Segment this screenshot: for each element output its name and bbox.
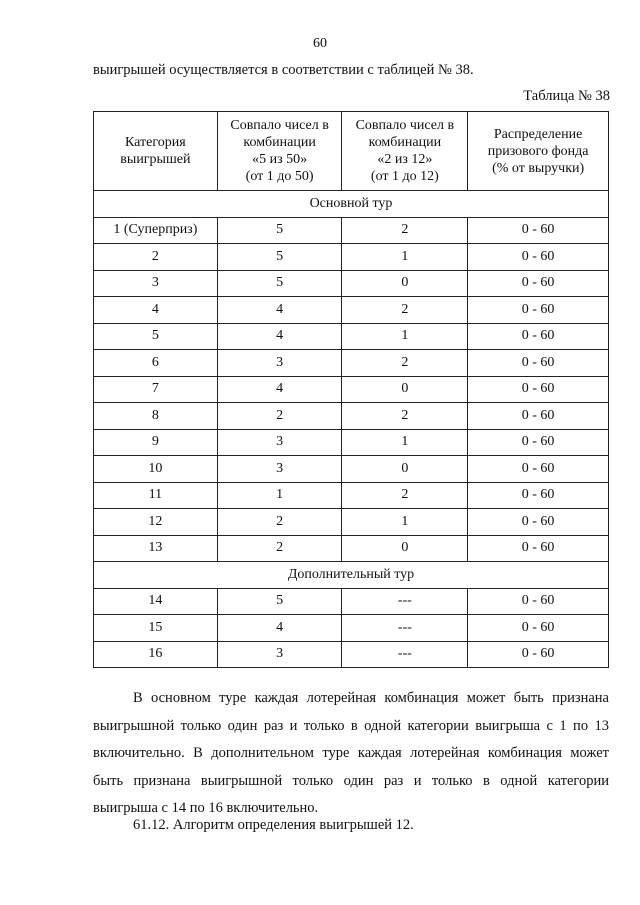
header-matched-2-line: «2 из 12» xyxy=(377,152,433,167)
section-row-extra xyxy=(94,562,609,589)
cell-category: 9 xyxy=(94,429,218,456)
header-category xyxy=(94,112,218,191)
table-row xyxy=(94,641,609,668)
cell-prize-share: 0 - 60 xyxy=(468,403,609,430)
cell-matched-2: --- xyxy=(342,588,468,615)
cell-matched-5: 3 xyxy=(217,456,342,483)
cell-category: 12 xyxy=(94,509,218,536)
cell-matched-2: 2 xyxy=(342,403,468,430)
cell-matched-5: 5 xyxy=(217,588,342,615)
cell-matched-5: 2 xyxy=(217,509,342,536)
cell-category: 10 xyxy=(94,456,218,483)
header-matched-5-line: «5 из 50» xyxy=(252,152,308,167)
cell-prize-share: 0 - 60 xyxy=(468,297,609,324)
header-category-line: Категория xyxy=(125,135,186,150)
cell-prize-share: 0 - 60 xyxy=(468,588,609,615)
table-row xyxy=(94,244,609,271)
cell-matched-2: 2 xyxy=(342,217,468,244)
cell-matched-5: 4 xyxy=(217,297,342,324)
header-category-line: выигрышей xyxy=(120,152,191,167)
cell-matched-2: 0 xyxy=(342,376,468,403)
header-matched-5-line: Совпало чисел в xyxy=(230,118,329,133)
cell-matched-2: 0 xyxy=(342,270,468,297)
section-label-main: Основной тур xyxy=(94,191,609,218)
table-caption: Таблица № 38 xyxy=(523,88,610,104)
table-row xyxy=(94,535,609,562)
table-row xyxy=(94,376,609,403)
cell-matched-2: 2 xyxy=(342,297,468,324)
cell-matched-5: 3 xyxy=(217,641,342,668)
table-row xyxy=(94,615,609,642)
cell-prize-share: 0 - 60 xyxy=(468,509,609,536)
header-matched-5-line: (от 1 до 50) xyxy=(245,169,314,184)
table-row xyxy=(94,456,609,483)
table-row xyxy=(94,297,609,324)
cell-matched-5: 4 xyxy=(217,615,342,642)
header-matched-2-line: Совпало чисел в xyxy=(355,118,455,133)
cell-prize-share: 0 - 60 xyxy=(468,323,609,350)
section-label-extra: Дополнительный тур xyxy=(94,562,609,589)
cell-matched-5: 5 xyxy=(217,270,342,297)
cell-matched-2: 1 xyxy=(342,429,468,456)
cell-category: 8 xyxy=(94,403,218,430)
cell-prize-share: 0 - 60 xyxy=(468,376,609,403)
cell-category: 16 xyxy=(94,641,218,668)
cell-prize-share: 0 - 60 xyxy=(468,615,609,642)
cell-category: 2 xyxy=(94,244,218,271)
cell-category: 7 xyxy=(94,376,218,403)
header-matched-2-of-12 xyxy=(342,112,468,191)
cell-matched-2: 1 xyxy=(342,323,468,350)
header-prize-fund xyxy=(468,112,609,191)
cell-prize-share: 0 - 60 xyxy=(468,244,609,271)
cell-matched-2: --- xyxy=(342,641,468,668)
header-matched-2-line: (от 1 до 12) xyxy=(370,169,439,184)
cell-matched-2: 0 xyxy=(342,535,468,562)
header-matched-5-of-50 xyxy=(217,112,342,191)
table-row xyxy=(94,403,609,430)
cell-matched-2: --- xyxy=(342,615,468,642)
cell-prize-share: 0 - 60 xyxy=(468,270,609,297)
table-row xyxy=(94,323,609,350)
cell-matched-2: 1 xyxy=(342,244,468,271)
cell-prize-share: 0 - 60 xyxy=(468,535,609,562)
algorithm-heading: 61.12. Алгоритм определения выигрышей 12. xyxy=(133,817,414,833)
table-body xyxy=(94,191,609,668)
table-row xyxy=(94,217,609,244)
prize-distribution-table xyxy=(93,111,609,668)
cell-matched-2: 1 xyxy=(342,509,468,536)
cell-category: 1 (Суперприз) xyxy=(94,217,218,244)
intro-text: выигрышей осуществляется в соответствии с таблицей № 38. xyxy=(93,62,474,78)
cell-category: 6 xyxy=(94,350,218,377)
cell-matched-5: 5 xyxy=(217,244,342,271)
page-number: 60 xyxy=(313,36,327,51)
cell-category: 15 xyxy=(94,615,218,642)
cell-matched-5: 4 xyxy=(217,323,342,350)
cell-prize-share: 0 - 60 xyxy=(468,456,609,483)
cell-matched-5: 2 xyxy=(217,535,342,562)
cell-prize-share: 0 - 60 xyxy=(468,429,609,456)
cell-prize-share: 0 - 60 xyxy=(468,350,609,377)
cell-category: 13 xyxy=(94,535,218,562)
header-prize-fund-line: (% от выручки) xyxy=(492,160,585,176)
cell-matched-2: 2 xyxy=(342,482,468,509)
cell-matched-5: 3 xyxy=(217,429,342,456)
table-row xyxy=(94,482,609,509)
cell-category: 11 xyxy=(94,482,218,509)
cell-matched-5: 2 xyxy=(217,403,342,430)
cell-matched-5: 5 xyxy=(217,217,342,244)
table-row xyxy=(94,588,609,615)
table-row xyxy=(94,509,609,536)
cell-category: 3 xyxy=(94,270,218,297)
table-row xyxy=(94,350,609,377)
cell-matched-5: 1 xyxy=(217,482,342,509)
cell-prize-share: 0 - 60 xyxy=(468,482,609,509)
cell-matched-5: 4 xyxy=(217,376,342,403)
cell-matched-2: 2 xyxy=(342,350,468,377)
cell-prize-share: 0 - 60 xyxy=(468,641,609,668)
cell-category: 14 xyxy=(94,588,218,615)
rules-paragraph: В основном туре каждая лотерейная комбинация может быть признана выигрышной только один раз и только в одной категории выигрыша с 1 по 13 включительно. В дополнительном туре каждая лотерейная комбинация может быть признана выигрышной только один раз и только в одной категории выигрыша с 14 по 16 включительно. xyxy=(93,690,609,816)
cell-prize-share: 0 - 60 xyxy=(468,217,609,244)
table-header-row xyxy=(94,112,609,191)
header-prize-fund-line: призового фонда xyxy=(487,143,589,159)
header-prize-fund-line: Распределение xyxy=(493,126,583,142)
header-matched-5-line: комбинации xyxy=(243,135,316,150)
cell-matched-5: 3 xyxy=(217,350,342,377)
section-row-main xyxy=(94,191,609,218)
header-matched-2-line: комбинации xyxy=(368,135,442,150)
cell-category: 5 xyxy=(94,323,218,350)
cell-matched-2: 0 xyxy=(342,456,468,483)
table-row xyxy=(94,270,609,297)
cell-category: 4 xyxy=(94,297,218,324)
table-row xyxy=(94,429,609,456)
